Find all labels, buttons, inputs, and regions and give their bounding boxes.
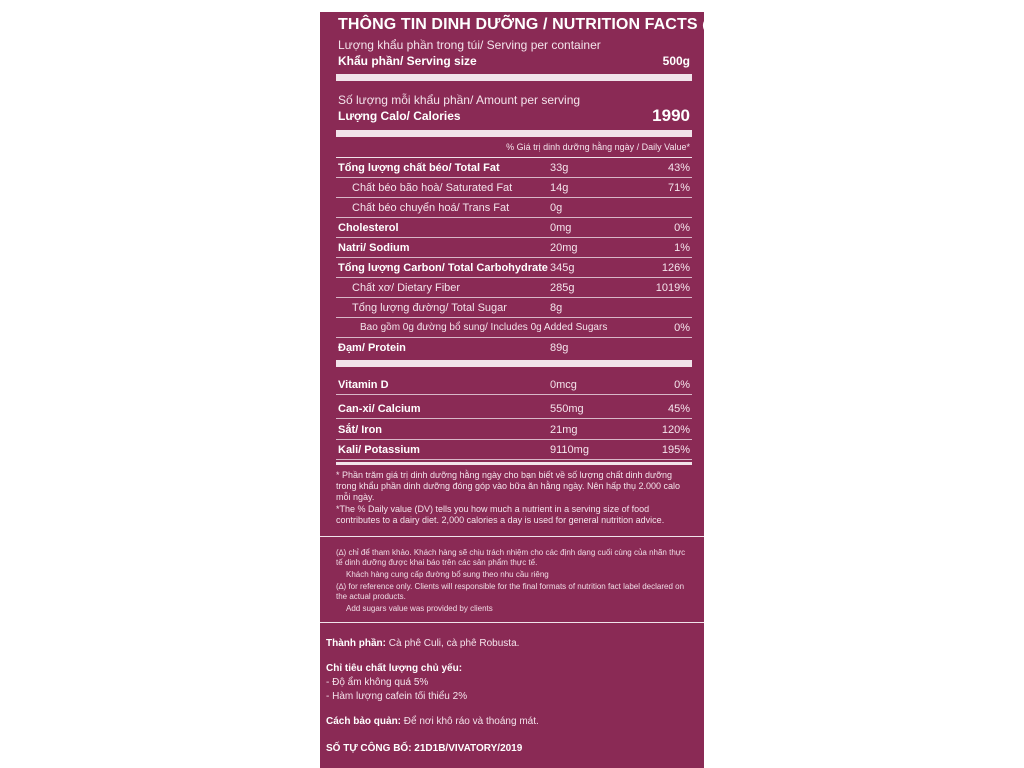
vitamin-row-vitamin-d (336, 375, 692, 395)
nutrient-name: Chất béo bão hoà/ Saturated Fat (352, 182, 513, 194)
nutrient-dv: 0% (674, 322, 690, 334)
nutrient-name: Tổng lượng chất béo/ Total Fat (338, 162, 500, 174)
nutrient-row-trans-fat (336, 198, 692, 218)
nutrient-row-saturated-fat (336, 178, 692, 198)
vitamin-dv: 120% (661, 424, 690, 436)
ingredients-label: Thành phần: (326, 638, 386, 649)
nutrient-dv: 43% (667, 162, 690, 174)
nutrition-label-panel (320, 12, 720, 768)
vitamin-row-iron (336, 420, 692, 440)
ingredients (326, 638, 519, 649)
nutrient-name: Natri/ Sodium (338, 242, 410, 254)
ingredients-value: Cà phê Culi, cà phê Robusta. (388, 638, 520, 649)
serving-size-label: Khẩu phần/ Serving size (338, 54, 477, 68)
footnote-en: *The % Daily value (DV) tells you how much a nutrient in a serving size of food contributes to a dairy diet. 2,000 calories a day is used for general nutrition advice. (336, 504, 665, 525)
quality-label-text: Chỉ tiêu chất lượng chủ yếu: (326, 663, 463, 674)
section-divider (320, 622, 704, 623)
vitamin-dv: 45% (667, 403, 690, 415)
nutrient-dv: 1% (674, 242, 690, 254)
disclaimer-en-sugar: Add sugars value was provided by clients (346, 604, 493, 613)
vitamin-dv: 0% (674, 379, 690, 391)
vitamin-name: Kali/ Potassium (338, 444, 420, 456)
nutrient-row-dietary-fiber (336, 278, 692, 298)
vitamin-name: Vitamin D (338, 379, 389, 391)
nutrient-amount: 20mg (550, 242, 578, 254)
serving-size-value: 500g (662, 54, 690, 68)
nutrient-amount: 0g (550, 202, 563, 214)
nutrient-amount: 345g (550, 262, 575, 274)
storage-value: Để nơi khô ráo và thoáng mát. (403, 716, 539, 727)
vitamin-row-potassium (336, 440, 692, 460)
nutrient-name: Cholesterol (338, 222, 399, 234)
vitamin-row-calcium (336, 399, 692, 419)
calories-value: 1990 (652, 106, 690, 125)
vitamin-amount: 0mcg (550, 379, 577, 391)
vitamin-amount: 550mg (550, 403, 584, 415)
nutrient-name: Đạm/ Protein (338, 342, 406, 354)
nutrient-amount: 0mg (550, 222, 572, 234)
footnote-vi: * Phần trăm giá trị dinh dưỡng hằng ngày cho bạn biết về số lượng chất dinh dưỡng trong khẩu phần dinh dưỡng đóng góp vào bữa ăn hằng ngày. Nên hấp thụ 2.000 calo mỗi ngày. (336, 470, 681, 502)
thick-divider (336, 74, 692, 81)
nutrition-title (338, 16, 719, 34)
servings-per-container: Lượng khẩu phần trong túi/ Serving per container (338, 38, 601, 52)
nutrient-dv: 1019% (655, 282, 690, 294)
nutrient-name: Tổng lượng Carbon/ Total Carbohydrate (338, 262, 548, 274)
nutrient-name: Chất xơ/ Dietary Fiber (352, 282, 461, 294)
nutrient-name: Chất béo chuyển hoá/ Trans Fat (352, 202, 510, 214)
vitamin-dv: 195% (661, 444, 690, 456)
calories-label: Lượng Calo/ Calories (338, 109, 461, 123)
vitamin-amount: 21mg (550, 424, 578, 436)
nutrient-amount: 89g (550, 342, 569, 354)
nutrient-amount: 8g (550, 302, 563, 314)
nutrient-name: Bao gồm 0g đường bổ sung/ Includes 0g Added Sugars (360, 322, 608, 333)
daily-value-header: % Giá trị dinh dưỡng hằng ngày / Daily Value* (506, 142, 690, 152)
nutrient-row-protein (336, 338, 692, 358)
vitamin-name: Can-xi/ Calcium (338, 403, 421, 415)
nutrient-row-total-sugar (336, 298, 692, 318)
storage (326, 716, 539, 727)
section-divider (320, 536, 704, 537)
nutrient-dv: 71% (667, 182, 690, 194)
nutrient-amount: 285g (550, 282, 575, 294)
divider (336, 462, 692, 465)
nutrient-row-cholesterol (336, 218, 692, 238)
nutrient-name: Tổng lượng đường/ Total Sugar (352, 302, 507, 314)
thick-divider (336, 360, 692, 367)
quality-label (326, 663, 462, 674)
thick-divider (336, 130, 692, 137)
declaration-number: SỐ TỰ CÔNG BỐ: 21D1B/VIVATORY/2019 (326, 743, 523, 754)
quality-item-moisture: - Độ ẩm không quá 5% (326, 677, 429, 688)
nutrient-dv: 0% (674, 222, 690, 234)
disclaimer-en: (∆) for reference only. Clients will responsible for the final formats of nutrition fact label declared on the actual products. (336, 582, 685, 601)
delta-mark: (∆) (702, 17, 720, 32)
disclaimer-vi-sugar: Khách hàng cung cấp đường bổ sung theo nhu cầu riêng (346, 570, 549, 579)
nutrition-title-text: THÔNG TIN DINH DƯỠNG / NUTRITION FACTS (338, 16, 698, 33)
storage-label: Cách bảo quản: (326, 716, 402, 727)
nutrient-amount: 33g (550, 162, 569, 174)
quality-item-caffeine: - Hàm lượng cafein tối thiểu 2% (326, 691, 468, 702)
disclaimer-vi: (∆) chỉ để tham khảo. Khách hàng sẽ chịu trách nhiệm cho các định dạng cuối cùng của nhãn thực tế dinh dưỡng được khai báo trên các sản phẩm thực tế. (336, 548, 686, 567)
nutrient-row-total-fat (336, 158, 692, 178)
nutrient-dv: 126% (661, 262, 690, 274)
vitamin-name: Sắt/ Iron (338, 424, 383, 436)
nutrient-row-sodium (336, 238, 692, 258)
nutrient-row-total-carbohydrate (336, 258, 692, 278)
nutrient-row-added-sugars (336, 318, 692, 338)
vitamin-amount: 9110mg (550, 444, 589, 456)
amount-per-serving: Số lượng mỗi khẩu phần/ Amount per serving (338, 93, 581, 107)
nutrient-amount: 14g (550, 182, 569, 194)
